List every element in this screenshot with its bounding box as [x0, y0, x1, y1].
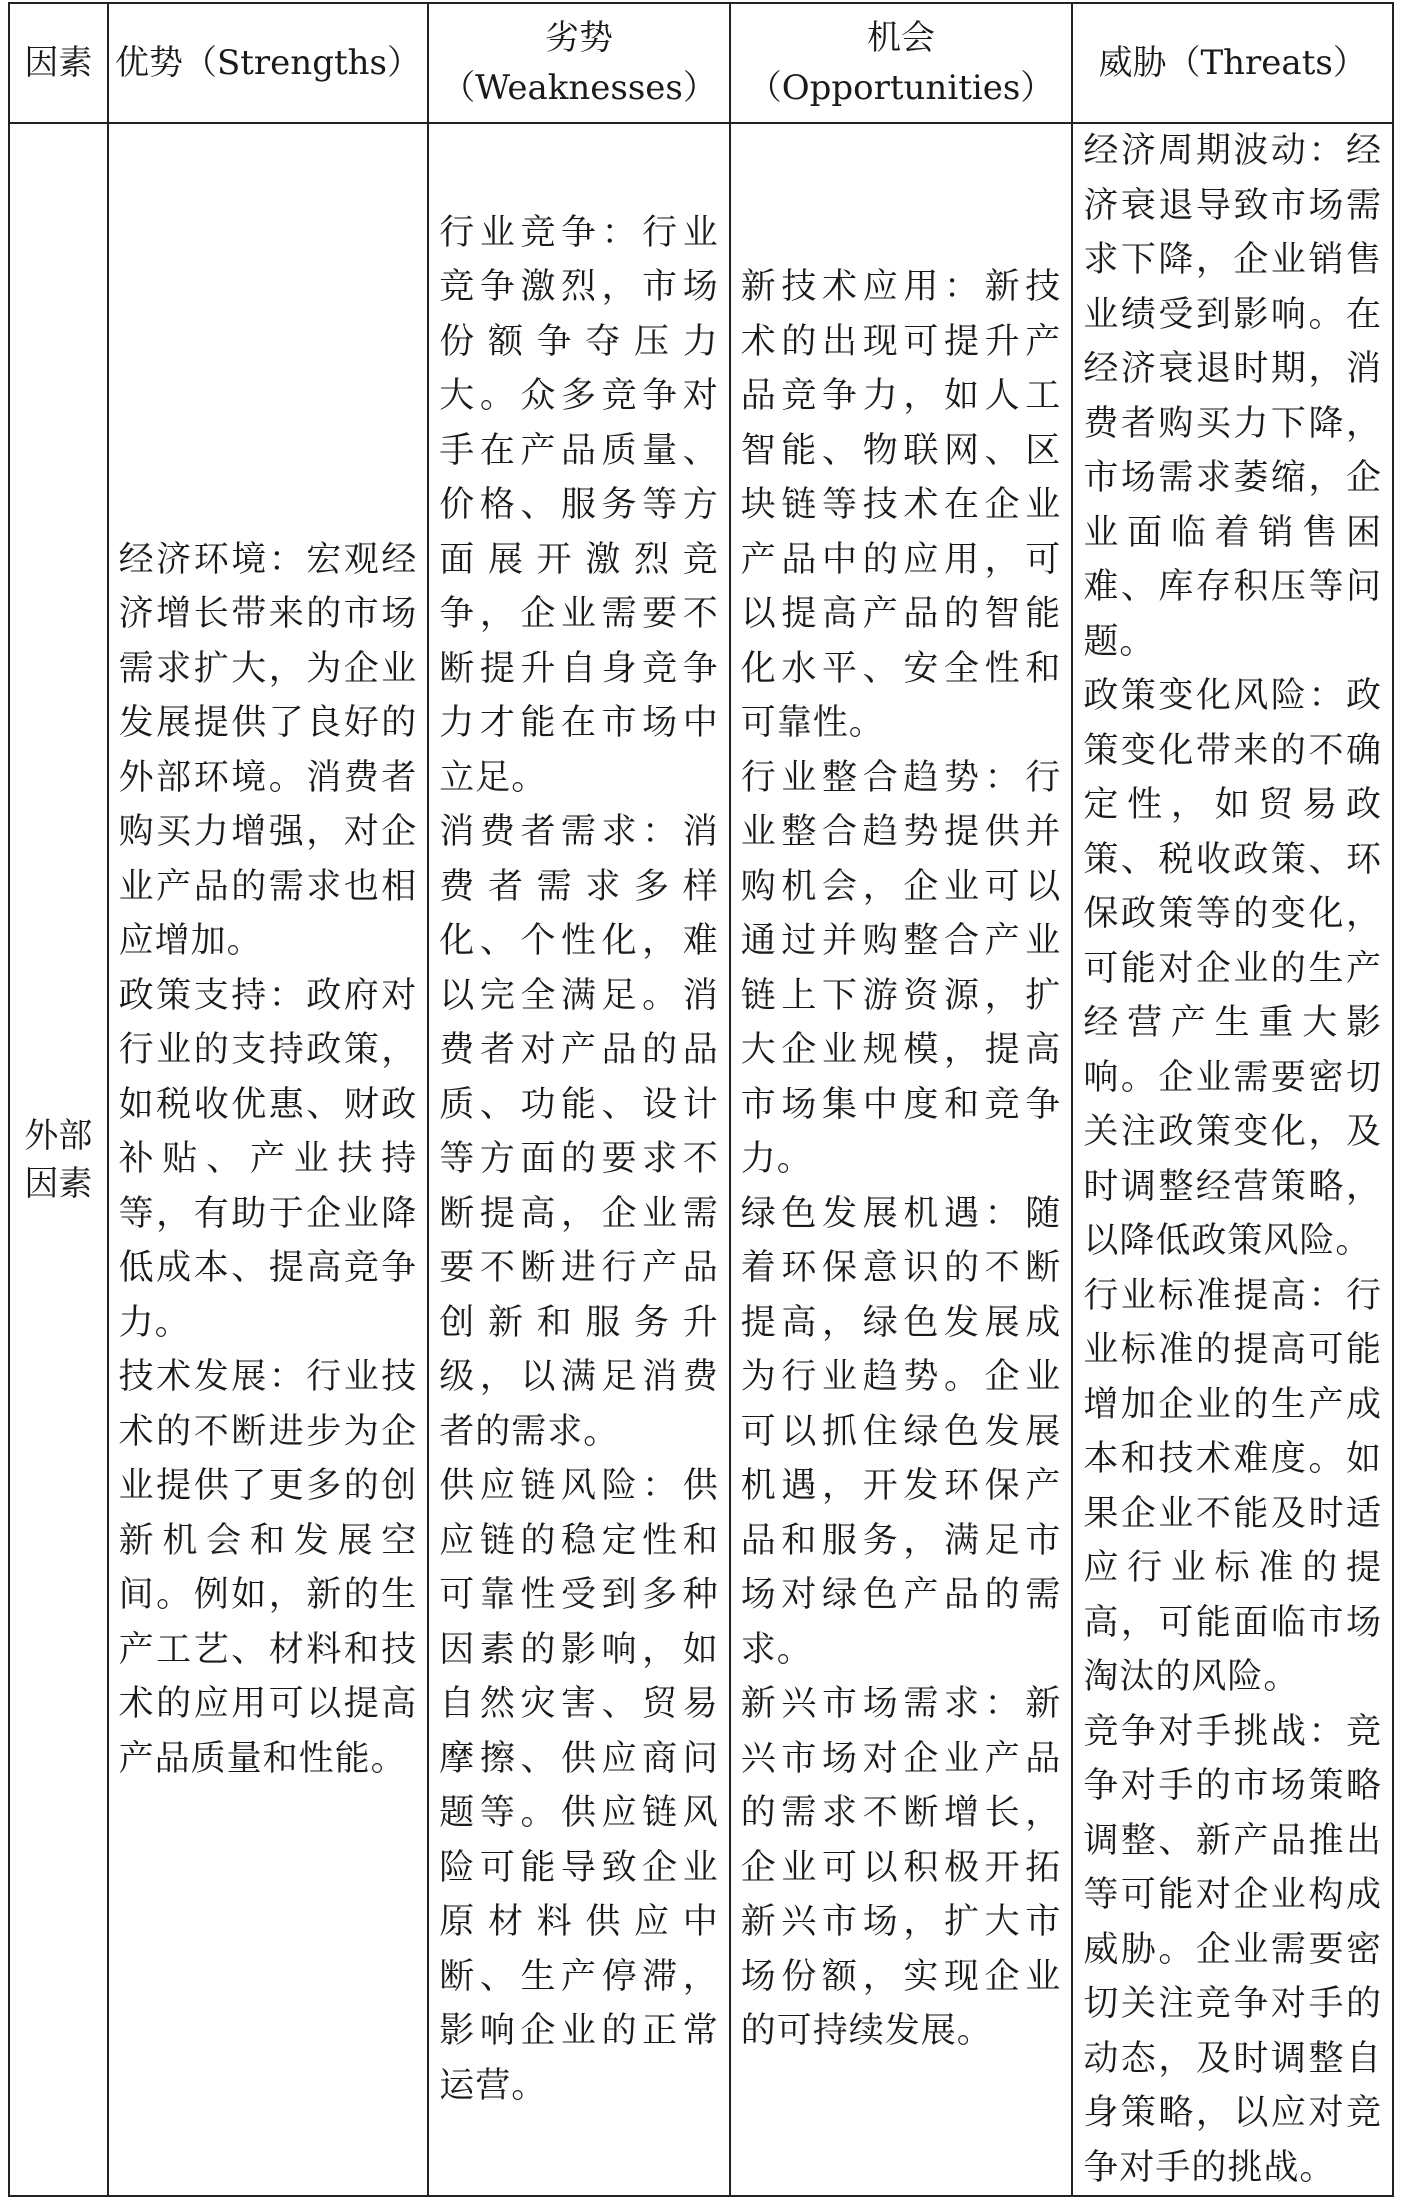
strengths-item: 经济环境：宏观经济增长带来的市场需求扩大，为企业发展提供了良好的外部环境。消费者购买力增强，对企业产品的需求也相应增加。 [118, 539, 418, 962]
weaknesses-item: 行业竞争：行业竞争激烈，市场份额争夺压力大。众多竞争对手在产品质量、价格、服务等方面展开激烈竞争，企业需要不断提升自身竞争力才能在市场中立足。 [439, 212, 719, 798]
threats-item: 经济周期波动：经济衰退导致市场需求下降，企业销售业绩受到影响。在经济衰退时期，消费者购买力下降，市场需求萎缩，企业面临着销售困难、库存积压等问题。 [1083, 131, 1382, 662]
opportunities-cell [730, 123, 1073, 2196]
header-opportunities-line-2: （Opportunities） [747, 68, 1055, 108]
header-strengths [108, 3, 429, 123]
header-opportunities [730, 3, 1073, 123]
opportunities-item: 绿色发展机遇：随着环保意识的不断提高，绿色发展成为行业趋势。企业可以抓住绿色发展机遇，开发环保产品和服务，满足市场对绿色产品的需求。 [740, 1193, 1062, 1670]
header-opportunities-line-1: 机会 [867, 18, 936, 58]
header-weaknesses-line-1: 劣势 [545, 18, 614, 58]
opportunities-item: 新技术应用：新技术的出现可提升产品竞争力，如人工智能、物联网、区块链等技术在企业产品中的应用，可以提高产品的智能化水平、安全性和可靠性。 [740, 267, 1062, 744]
threats-item: 政策变化风险：政策变化带来的不确定性，如贸易政策、税收政策、环保政策等的变化，可能对企业的生产经营产生重大影响。企业需要密切关注政策变化，及时调整经营策略，以降低政策风险。 [1083, 676, 1382, 1261]
swot-table [8, 2, 1394, 2197]
factor-label-line-1: 外部 [24, 1115, 93, 1156]
weaknesses-item: 消费者需求：消费者需求多样化、个性化，难以完全满足。消费者对产品的品质、功能、设计等方面的要求不断提高，企业需要不断进行产品创新和服务升级，以满足消费者的需求。 [439, 812, 719, 1452]
opportunities-item: 行业整合趋势：行业整合趋势提供并购机会，企业可以通过并购整合产业链上下游资源，扩大企业规模，提高市场集中度和竞争力。 [740, 757, 1062, 1180]
header-factor [9, 3, 108, 123]
factor-cell [9, 123, 108, 2196]
header-weaknesses [428, 3, 729, 123]
header-factor-line-1: 因素 [24, 43, 93, 83]
header-strengths-line-1: 优势（Strengths） [114, 43, 421, 83]
header-weaknesses-line-2: （Weaknesses） [441, 68, 717, 108]
factor-label-line-2: 因素 [24, 1163, 93, 1204]
opportunities-item: 新兴市场需求：新兴市场对企业产品的需求不断增长，企业可以积极开拓新兴市场，扩大市场份额，实现企业的可持续发展。 [740, 1684, 1062, 2052]
table-row-external-factors [9, 123, 1393, 2196]
strengths-item: 政策支持：政府对行业的支持政策，如税收优惠、财政补贴、产业扶持等，有助于企业降低成本、提高竞争力。 [118, 975, 418, 1343]
strengths-cell [108, 123, 429, 2196]
threats-item: 竞争对手挑战：竞争对手的市场策略调整、新产品推出等可能对企业构成威胁。企业需要密切关注竞争对手的动态，及时调整自身策略，以应对竞争对手的挑战。 [1083, 1711, 1382, 2188]
header-threats-line-1: 威胁（Threats） [1098, 43, 1367, 83]
strengths-item: 技术发展：行业技术的不断进步为企业提供了更多的创新机会和发展空间。例如，新的生产工艺、材料和技术的应用可以提高产品质量和性能。 [118, 1357, 418, 1779]
threats-cell [1072, 123, 1393, 2196]
header-threats [1072, 3, 1393, 123]
weaknesses-item: 供应链风险：供应链的稳定性和可靠性受到多种因素的影响，如自然灾害、贸易摩擦、供应商问题等。供应链风险可能导致企业原材料供应中断、生产停滞，影响企业的正常运营。 [439, 1466, 719, 2106]
threats-item: 行业标准提高：行业标准的提高可能增加企业的生产成本和技术难度。如果企业不能及时适应行业标准的提高，可能面临市场淘汰的风险。 [1083, 1275, 1382, 1697]
weaknesses-cell [428, 123, 729, 2196]
header-row [9, 3, 1393, 123]
